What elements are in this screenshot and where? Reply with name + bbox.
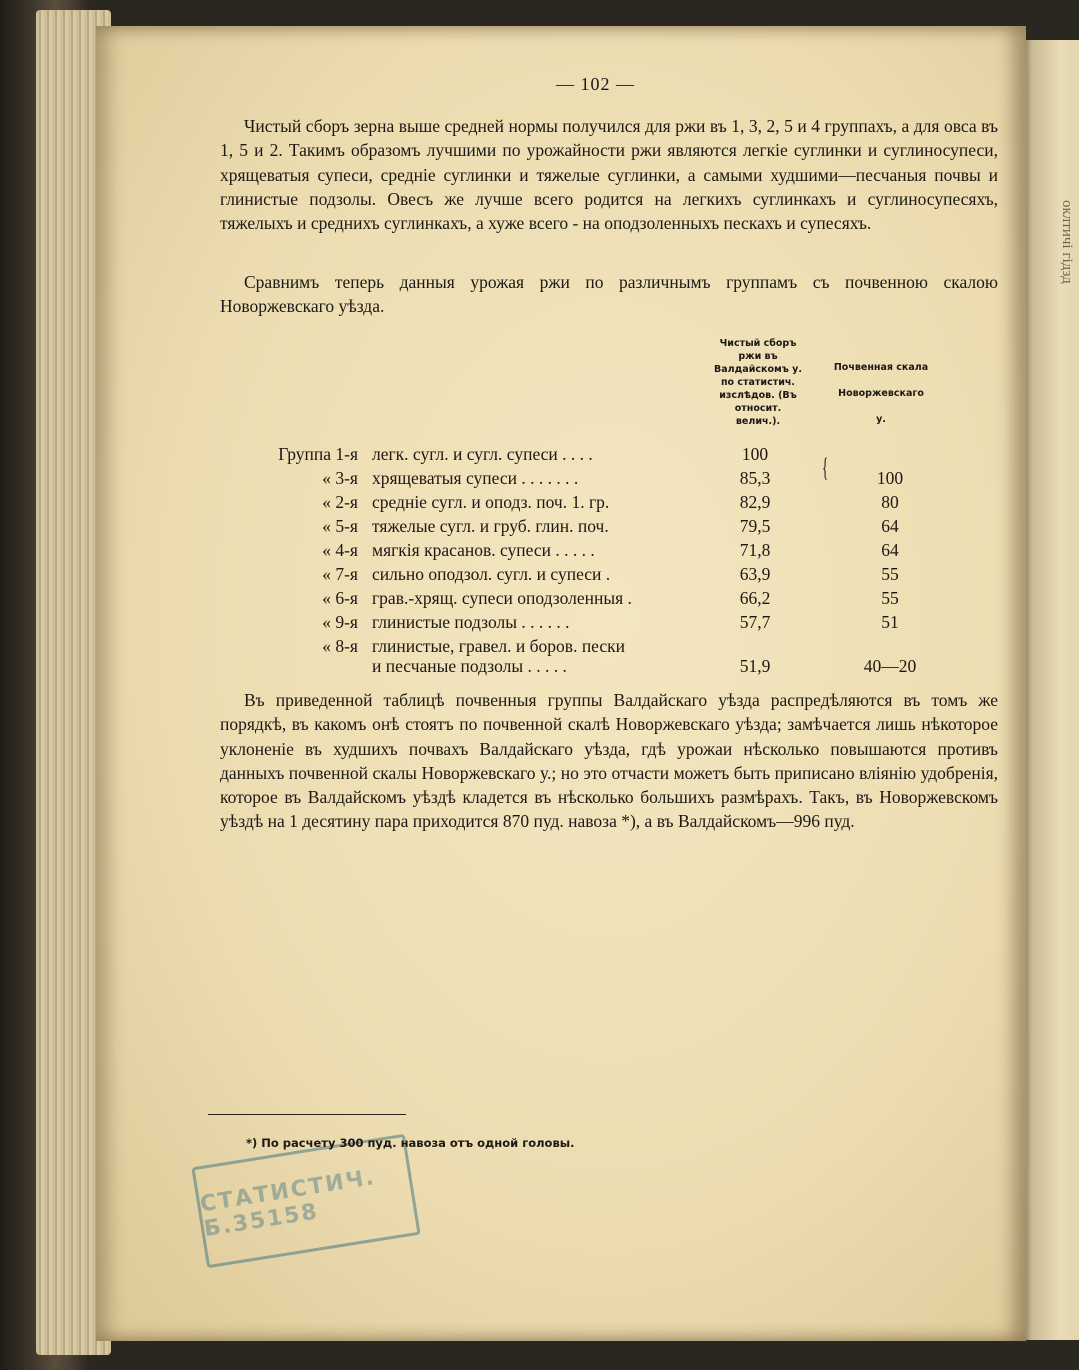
row-value-novorzhev: 55 — [881, 564, 899, 584]
row-description: и песчаные подзолы . . . . . — [372, 656, 567, 676]
bracket-glyph: { — [822, 453, 829, 482]
table-row — [240, 586, 940, 610]
row-label: « 8-я — [322, 636, 358, 656]
row-value-valdai: 57,7 — [739, 612, 771, 632]
row-value-novorzhev: 80 — [881, 492, 899, 512]
stamp-text: СТАТИСТИЧ. Б.35158 — [198, 1164, 378, 1243]
paragraph-2: Сравнимъ теперь данныя урожая ржи по различнымъ группамъ съ почвенною скалою Новоржевскаго уѣзда. — [220, 272, 998, 317]
table-row — [240, 610, 940, 634]
row-value-novorzhev: 64 — [881, 540, 899, 560]
row-label: « 2-я — [322, 492, 358, 512]
row-label: « 6-я — [322, 588, 358, 608]
row-description: сильно оподзол. сугл. и супеси . — [372, 564, 611, 584]
row-description: мягкія красанов. супеси . . . . . — [372, 540, 595, 560]
table-row — [240, 490, 940, 514]
row-value-novorzhev: 55 — [881, 588, 899, 608]
row-description: грав.-хрящ. супеси оподзоленныя . — [372, 588, 632, 608]
page-number: — 102 — — [556, 74, 635, 94]
table-row — [240, 562, 940, 586]
row-description: легк. сугл. и сугл. супеси . . . . — [372, 444, 593, 464]
table-row — [240, 466, 940, 490]
row-value-valdai: 85,3 — [739, 468, 771, 488]
row-label: « 4-я — [322, 540, 358, 560]
row-value-valdai: 82,9 — [739, 492, 771, 512]
row-description: тяжелые сугл. и груб. глин. поч. — [372, 516, 609, 536]
row-value-valdai: 51,9 — [739, 656, 771, 676]
row-label: « 5-я — [322, 516, 358, 536]
paragraph-3: Въ приведенной таблицѣ почвенныя группы Валдайскаго уѣзда распредѣляются въ томъ же порядкѣ, въ какомъ онѣ стоятъ по почвенной скалѣ Новоржевскаго уѣзда; замѣчается лишь нѣкоторое уклоненіе въ худшихъ почвахъ Валдайскаго уѣзда, гдѣ урожаи нѣсколько повышаются противъ данныхъ почвенной скалы Новоржевскаго у.; но это отчасти можетъ быть приписано вліянію удобренія, которое въ Валдайскомъ уѣздѣ кладется въ нѣсколько большихъ размѣрахъ. Такъ, въ Новоржевскомъ уѣздѣ на 1 десятину пара приходится 870 пуд. навоза *), а въ Валдайскомъ—996 пуд. — [220, 690, 998, 832]
adjacent-page — [1020, 40, 1079, 1340]
paragraph-1: Чистый сборъ зерна выше средней нормы получился для ржи въ 1, 3, 2, 5 и 4 группахъ, а для овса въ 1, 5 и 2. Такимъ образомъ лучшими по урожайности ржи являются легкіе суглинки и суглиносупеси, хрящеватыя супеси, средніе суглинки и тяжелые суглинки, а самыми худшими—песчаныя почвы и глинистые подзолы. Овесъ же лучше всего родится на легкихъ суглинкахъ и суглиносупесяхъ, тяжелыхъ и среднихъ суглинкахъ, а хуже всего - на оподзоленныхъ пескахъ и супесяхъ. — [220, 116, 998, 234]
row-value-novorzhev: 64 — [881, 516, 899, 536]
row-label: « 9-я — [322, 612, 358, 632]
row-value-valdai: 66,2 — [739, 588, 771, 608]
row-description: хрящеватыя супеси . . . . . . . — [372, 468, 579, 488]
row-value-novorzhev: 100 — [876, 468, 904, 488]
table-col2-header: Почвенная скала Новоржевскаго у. — [833, 362, 929, 425]
adjacent-page-text: оклтичі гідзд — [1059, 200, 1075, 284]
row-label: « 3-я — [322, 468, 358, 488]
row-value-valdai: 79,5 — [739, 516, 771, 536]
table-row — [240, 538, 940, 562]
table-row — [240, 514, 940, 538]
row-value-valdai: 63,9 — [739, 564, 771, 584]
row-label: « 7-я — [322, 564, 358, 584]
row-description: средніе сугл. и оподз. поч. 1. гр. — [372, 492, 610, 512]
row-label: Группа 1-я — [278, 444, 358, 464]
row-value-novorzhev: 40—20 — [863, 656, 917, 676]
row-value-valdai: 71,8 — [739, 540, 771, 560]
row-value-novorzhev: 51 — [881, 612, 899, 632]
row-description: глинистые подзолы . . . . . . — [372, 612, 570, 632]
row-description: глинистые, гравел. и боров. пески — [372, 636, 626, 656]
footnote: *) По расчету 300 пуд. навоза отъ одной головы. — [246, 1136, 575, 1150]
table-row — [240, 442, 940, 466]
table-row — [240, 654, 940, 678]
footnote-rule — [208, 1114, 406, 1115]
table-col1-header: Чистый сборъ ржи въ Валдайскомъ у. по статистич. изслѣдов. (Въ относит. велич.). — [714, 338, 802, 427]
row-value-valdai: 100 — [741, 444, 769, 464]
